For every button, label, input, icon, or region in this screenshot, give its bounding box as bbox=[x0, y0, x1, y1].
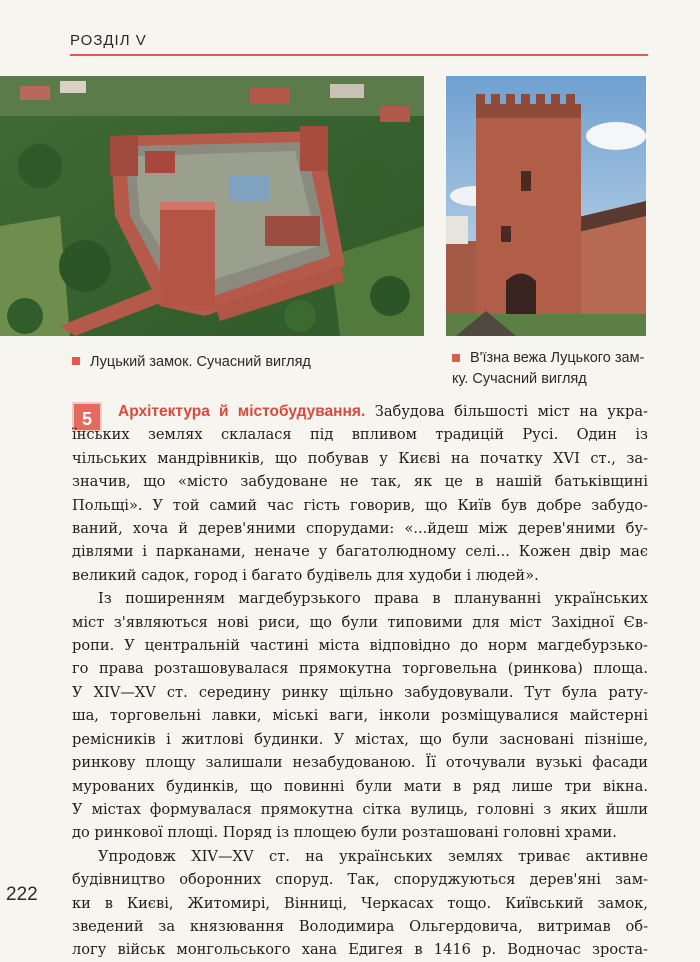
section-header: РОЗДІЛ V bbox=[70, 32, 147, 49]
section-body bbox=[72, 400, 648, 962]
page-number: 222 bbox=[6, 884, 38, 905]
text-line: ропи. У центральній частині міста відповідно до норм магдебурзько- bbox=[72, 637, 648, 655]
text-line: ки в Києві, Житомирі, Вінниці, Черкасах тощо. Київський замок, bbox=[72, 894, 648, 912]
section-number-badge: 5 bbox=[72, 402, 102, 432]
text-line: будівництво оборонних споруд. Так, споруджуються дерев'яні зам- bbox=[72, 871, 648, 889]
text-line: ша, торговельні лавки, міські ваги, інколи розміщувалися майстерні bbox=[72, 707, 648, 725]
text-line: Із поширенням магдебурзького права в плануванні українських bbox=[98, 590, 648, 608]
text-line: до ринкової площі. Поряд із площею були розташовані головні храми. bbox=[72, 824, 617, 842]
text-line: чільських мандрівників, що побував у Києві на початку XVI ст., за- bbox=[72, 449, 648, 467]
caption-bullet-icon bbox=[72, 357, 80, 365]
text-line: ринкову площу залишали незабудованою. Її оточували вузькі фасади bbox=[72, 754, 648, 772]
text-line: го права розташовувалася прямокутна торговельна (ринкова) площа. bbox=[72, 660, 648, 678]
text-line: ваний, хоча й дерев'яними спорудами: «...йдеш між дерев'яними бу- bbox=[72, 520, 648, 538]
tower-photo-caption: В'їзна вежа Луцького зам- ку. Сучасний вигляд bbox=[452, 350, 645, 387]
text-line: Упродовж XIV—XV ст. на українських землях триває активне bbox=[98, 847, 648, 865]
text-line: логу військ монгольського хана Едигея в 1416 р. Водночас зроста- bbox=[72, 941, 648, 959]
text-line: У XIV—XV ст. середину ринку щільно забудовували. Тут була рату- bbox=[72, 683, 648, 701]
text-line: їнських землях склалася під впливом традицій Русі. Один із bbox=[72, 426, 648, 444]
caption-bullet-icon bbox=[452, 354, 460, 362]
text-line: Архітектура й містобудування. Забудова більшості міст на укра- bbox=[118, 403, 648, 420]
header-divider bbox=[70, 54, 648, 56]
text-line: ремісників і житлові будинки. У містах, що були засновані пізніше, bbox=[72, 730, 648, 748]
text-line: значив, що «місто забудоване не так, як це в нашій батьківщині bbox=[72, 473, 648, 491]
entrance-tower-photo bbox=[446, 76, 646, 336]
text-line: зведений за князювання Володимира Ольгердовича, витримав об- bbox=[72, 917, 648, 935]
lutsk-castle-photo bbox=[0, 76, 424, 336]
text-line: У містах формувалася прямокутна сітка вулиць, головні з яких йшли bbox=[72, 800, 648, 818]
text-line: Польщі». У той самий час гість говорив, що Київ був добре забудо- bbox=[72, 496, 648, 514]
castle-photo-caption: Луцький замок. Сучасний вигляд bbox=[72, 352, 311, 373]
text-line: дівлями і парканами, неначе у багатолюдному селі... Кожен двір має bbox=[72, 543, 648, 561]
text-line: міст з'являються нові риси, що були типовими для міст Західної Єв- bbox=[72, 613, 648, 631]
text-line: великий садок, город і багато будівель для худоби і людей». bbox=[72, 566, 539, 584]
section-heading: Архітектура й містобудування. bbox=[118, 403, 366, 420]
text-line: мурованих будинків, що повинні були мати в ряд лише три вікна. bbox=[72, 777, 648, 795]
